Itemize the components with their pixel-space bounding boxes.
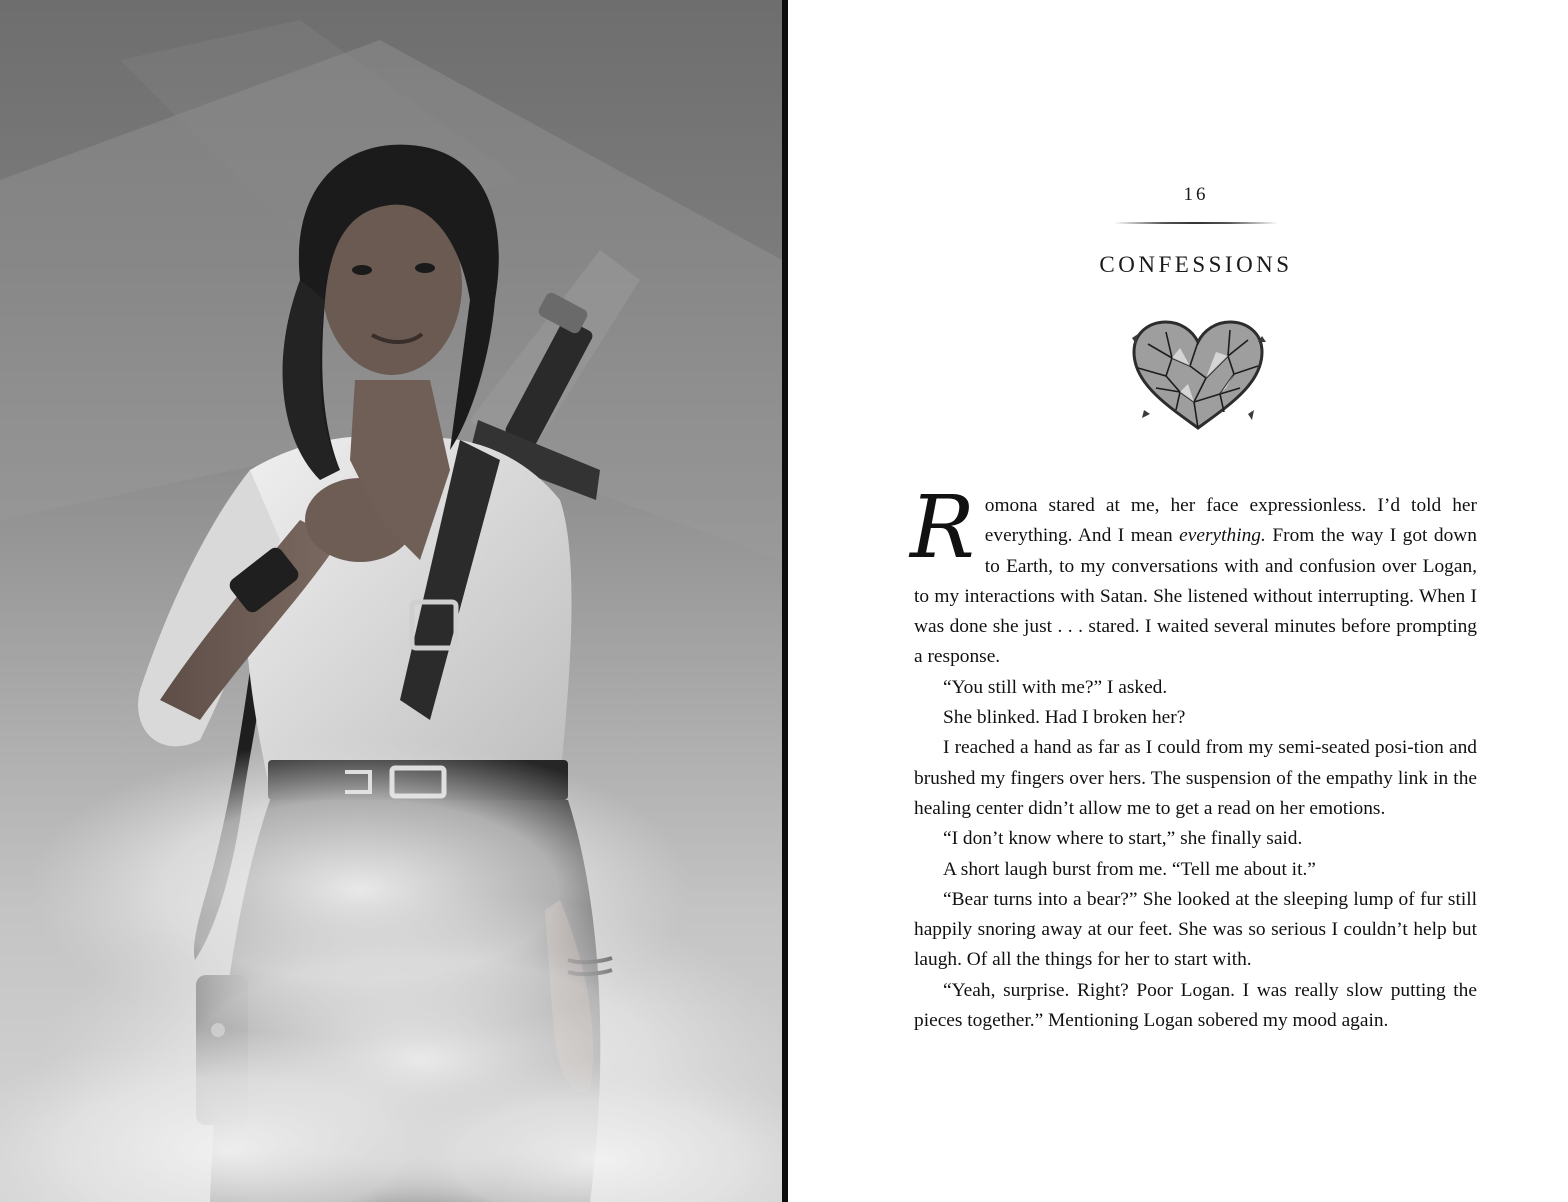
chapter-title: CONFESSIONS — [1099, 252, 1293, 277]
paragraph-6: A short laugh burst from me. “Tell me about it.” — [943, 858, 1316, 880]
paragraph-1-emphasis: everything. — [1179, 525, 1266, 547]
paragraph-4: I reached a hand as far as I could from my semi-seated posi-tion and brushed my fingers over hers. The suspension of the empathy link in the healing center didn’t allow me to get a read on her emotions. — [914, 737, 1477, 819]
paragraph-8: “Yeah, surprise. Right? Poor Logan. I was really slow putting the pieces together.” Mentioning Logan sobered my mood again. — [914, 979, 1477, 1032]
text-page — [788, 0, 1568, 1202]
drop-cap: R — [910, 478, 975, 578]
woman-with-sword-illustration — [0, 0, 782, 1202]
paragraph-3: She blinked. Had I broken her? — [943, 707, 1186, 729]
paragraph-5: “I don’t know where to start,” she finally said. — [943, 828, 1303, 850]
paragraph-1-text-b: From the way I got down to Earth, to my conversations with and confusion over Logan, to my interactions with Satan. She listened without interrupting. When I was done she just . . . stared. I waited several minutes before prompting a response. — [914, 525, 1477, 668]
chapter-number: 16 — [1183, 184, 1209, 205]
shattered-heart-icon — [1128, 318, 1268, 434]
paragraph-7: “Bear turns into a bear?” She looked at the sleeping lump of fur still happily snoring away at our feet. She was so serious I couldn’t help but laugh. Of all the things for her to start with. — [914, 888, 1477, 971]
paragraph-1 — [910, 478, 1477, 673]
paragraph-1-text-a: omona stared at me, her face expressionless. I’d told her everything. And I mean — [984, 495, 1477, 547]
illustration-page — [0, 0, 782, 1202]
chapter-body — [910, 478, 1477, 1036]
chapter-divider — [1114, 222, 1278, 224]
paragraph-2: “You still with me?” I asked. — [943, 676, 1168, 698]
